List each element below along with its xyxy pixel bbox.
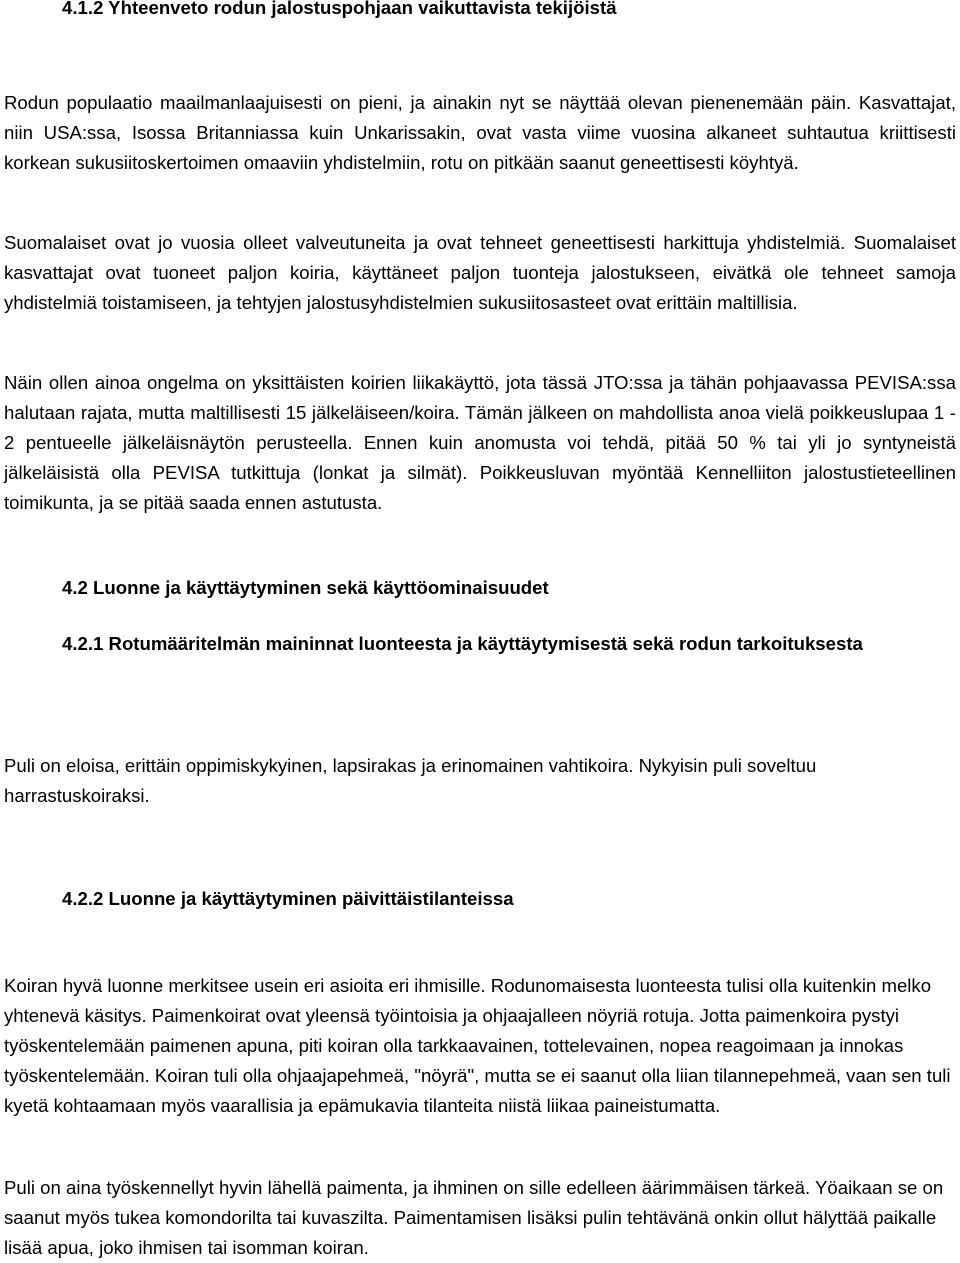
section-heading-4-2: 4.2 Luonne ja käyttäytyminen sekä käyttöominaisuudet: [62, 577, 549, 598]
section-heading-4-2-1: 4.2.1 Rotumääritelmän maininnat luonteesta ja käyttäytymisestä sekä rodun tarkoituksesta: [62, 633, 863, 654]
section-heading-4-2-2: 4.2.2 Luonne ja käyttäytyminen päivittäistilanteissa: [62, 888, 514, 909]
paragraph-overuse: Näin ollen ainoa ongelma on yksittäisten koirien liikakäyttö, jota tässä JTO:ssa ja tähän pohjaavassa PEVISA:ssa halutaan rajata, mutta maltillisesti 15 jälkeläiseen/koira. Tämän jälkeen on mahdollista anoa vielä poikkeuslupaa 1 - 2 pentueelle jälkeläisnäytön perusteella. Ennen kuin anomusta voi tehdä, pitää 50 % tai yli jo syntyneistä jälkeläisistä olla PEVISA tutkittuja (lonkat ja silmät). Poikkeusluvan myöntää Kennelliiton jalostustieteellinen toimikunta, ja se pitää saada ennen astutusta.: [4, 372, 956, 513]
paragraph-shepherd-work: Puli on aina työskennellyt hyvin lähellä paimenta, ja ihminen on sille edelleen äärimmäisen tärkeä. Yöaikaan se on saanut myös tukea komondorilta tai kuvaszilta. Paimentamisen lisäksi pulin tehtävänä onkin ollut hälyttää paikalle lisää apua, joko ihmisen tai isomman koiran.: [4, 1177, 944, 1258]
paragraph-puli-description: Puli on eloisa, erittäin oppimiskykyinen, lapsirakas ja erinomainen vahtikoira. Nykyisin puli soveltuu harrastuskoiraksi.: [4, 755, 817, 806]
paragraph-population: Rodun populaatio maailmanlaajuisesti on pieni, ja ainakin nyt se näyttää olevan pienenemään päin. Kasvattajat, niin USA:ssa, Isossa Britanniassa kuin Unkarissakin, ovat vasta viime vuosina alkaneet suhtautua kriittisesti korkean sukusiitoskertoimen omaaviin yhdistelmiin, rotu on pitkään saanut geneettisesti köyhtyä.: [4, 92, 956, 173]
section-heading-4-1-2: 4.1.2 Yhteenveto rodun jalostuspohjaan vaikuttavista tekijöistä: [62, 0, 617, 18]
paragraph-temperament: Koiran hyvä luonne merkitsee usein eri asioita eri ihmisille. Rodunomaisesta luonteesta tulisi olla kuitenkin melko yhtenevä käsitys. Paimenkoirat ovat yleensä työintoisia ja ohjaajalleen nöyriä rotuja. Jotta paimenkoira pystyi työskentelemään paimenen apuna, piti koiran olla tarkkaavainen, tottelevainen, nopea reagoimaan ja innokas työskentelemään. Koiran tuli olla ohjaajapehmeä, "nöyrä", mutta se ei saanut olla liian tilannepehmeä, vaan sen tuli kyetä kohtaamaan myös vaarallisia ja epämukavia tilanteita niistä liikaa paineistumatta.: [4, 975, 951, 1116]
paragraph-finnish-breeders: Suomalaiset ovat jo vuosia olleet valveutuneita ja ovat tehneet geneettisesti harkittuja yhdistelmiä. Suomalaiset kasvattajat ovat tuoneet paljon koiria, käyttäneet paljon tuonteja jalostukseen, eivätkä ole tehneet samoja yhdistelmiä toistamiseen, ja tehtyjen jalostusyhdistelmien sukusiitosasteet ovat erittäin maltillisia.: [4, 232, 956, 313]
